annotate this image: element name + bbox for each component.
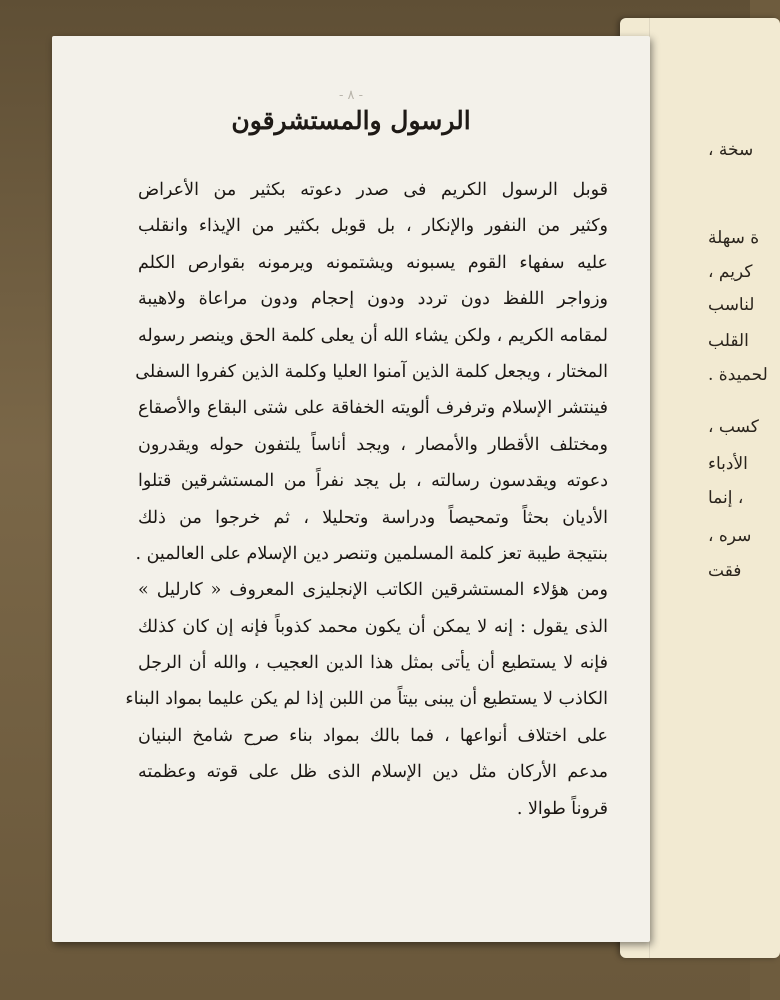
text-line: المختار ، ويجعل كلمة الذين آمنوا العليا وكلمة الذين كفروا السفلى: [135, 361, 608, 382]
facing-fragment: ، إنما: [708, 488, 744, 508]
text-line: فإنه لا يستطيع أن يأتى بمثل هذا الدين العجيب ، والله أن الرجل: [138, 653, 608, 674]
facing-fragment: الأدباء: [708, 454, 748, 474]
text-line: بنتيجة طيبة تعز كلمة المسلمين وتنصر دين الإسلام على العالمين .: [135, 543, 608, 564]
book-page: [52, 36, 650, 942]
facing-fragment: ة سهلة: [708, 228, 760, 248]
facing-fragment: كريم ،: [708, 262, 753, 282]
text-line: فينتشر الإسلام وترفرف ألويته الخفاقة على شتى البقاع والأصقاع: [138, 398, 608, 419]
facing-fragment: لناسب: [708, 295, 755, 315]
facing-fragment: لحميدة .: [708, 365, 768, 385]
text-line: عليه سفهاء القوم يسبونه ويشتمونه ويرمونه بقوارص الكلم: [138, 252, 608, 273]
text-line: على اختلاف أنواعها ، فما بالك بمواد بناء صرح شامخ البنيان: [138, 725, 608, 746]
facing-fragment: القلب: [708, 331, 749, 351]
text-line: لمقامه الكريم ، ولكن يشاء الله أن يعلى كلمة الحق وينصر رسوله: [138, 325, 608, 346]
text-line: وكثير من النفور والإنكار ، بل قوبل بكثير من الإيذاء وانقلب: [138, 216, 608, 237]
text-line: الكاذب لا يستطيع أن يبنى بيتاً من اللبن إذا لم يكن عليما بمواد البناء: [125, 689, 608, 710]
text-line: ومن هؤلاء المستشرقين الكاتب الإنجليزى المعروف « كارليل »: [138, 580, 608, 601]
body-text: [125, 172, 608, 827]
text-line: ومختلف الأقطار والأمصار ، ويجد أناساً يلتفون حوله ويقدرون: [138, 434, 608, 455]
text-line: الذى يقول : إنه لا يمكن أن يكون محمد كذوباً فإنه إن كان كذلك: [138, 616, 608, 637]
text-line: قوبل الرسول الكريم فى صدر دعوته بكثير من الأعراض: [138, 180, 608, 200]
text-line: الأديان بحثاً وتمحيصاً ودراسة وتحليلا ، ثم خرجوا من ذلك: [138, 507, 608, 528]
facing-fragment: كسب ،: [708, 417, 759, 437]
text-line: دعوته ويقدسون رسالته ، بل يجد نفراً من المستشرقين قتلوا: [138, 471, 608, 492]
text-line: وزواجر اللفظ دون تردد ودون إحجام ودون مراعاة ولاهيبة: [138, 289, 608, 310]
text-line: مدعم الأركان مثل دين الإسلام الذى ظل على قوته وعظمته: [138, 762, 608, 783]
page-title: الرسول والمستشرقون: [231, 106, 471, 135]
facing-fragment: فقت: [708, 561, 742, 581]
facing-fragment: سخة ،: [708, 140, 754, 160]
page-number: - ٨ -: [338, 88, 364, 103]
text-line: قروناً طوالا .: [516, 798, 608, 819]
facing-fragment: سره ،: [708, 526, 752, 546]
